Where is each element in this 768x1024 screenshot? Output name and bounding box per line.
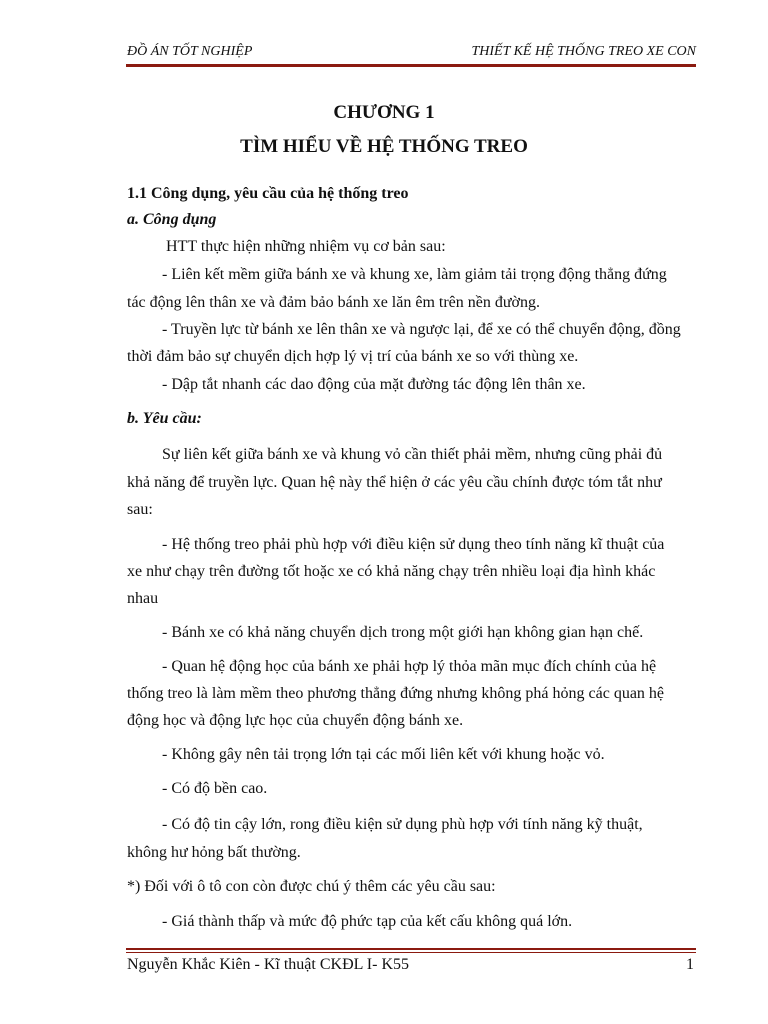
body-line: - Dập tắt nhanh các dao động của mặt đường tác động lên thân xe. (162, 376, 586, 393)
body-line: sau: (127, 501, 153, 518)
page-number: 1 (686, 956, 694, 973)
body-line: tác động lên thân xe và đảm bảo bánh xe lăn êm trên nền đường. (127, 294, 540, 311)
body-line: - Có độ tin cậy lớn, rong điều kiện sử dụng phù hợp với tính năng kỹ thuật, (162, 816, 643, 833)
body-line: HTT thực hiện những nhiệm vụ cơ bản sau: (166, 238, 446, 255)
body-line: - Truyền lực từ bánh xe lên thân xe và ngược lại, để xe có thể chuyển động, đồng (162, 321, 681, 338)
body-line: - Bánh xe có khả năng chuyển dịch trong một giới hạn không gian hạn chế. (162, 624, 644, 641)
section-heading: 1.1 Công dụng, yêu cầu của hệ thống treo (127, 185, 409, 202)
footer-rule-bottom (126, 952, 696, 953)
body-line: nhau (127, 590, 159, 607)
footer-author: Nguyễn Khắc Kiên - Kĩ thuật CKĐL I- K55 (127, 956, 410, 973)
header-left-title: ĐỒ ÁN TỐT NGHIỆP (127, 44, 253, 59)
body-line: không hư hỏng bất thường. (127, 844, 301, 861)
chapter-number: CHƯƠNG 1 (333, 102, 435, 123)
body-line: thống treo là làm mềm theo phương thẳng đứng nhưng không phá hỏng các quan hệ (127, 685, 665, 702)
body-line: xe như chạy trên đường tốt hoặc xe có khả năng chạy trên nhiều loại địa hình khác (127, 563, 656, 580)
body-line: - Hệ thống treo phải phù hợp với điều kiện sử dụng theo tính năng kĩ thuật của (162, 536, 665, 553)
header-rule (126, 64, 696, 67)
footer-rule-top (126, 948, 696, 950)
body-line: - Quan hệ động học của bánh xe phải hợp lý thỏa mãn mục đích chính của hệ (162, 658, 657, 675)
body-line: - Không gây nên tải trọng lớn tại các mối liên kết với khung hoặc vỏ. (162, 746, 605, 763)
body-line: động học và động lực học của chuyển động bánh xe. (127, 712, 464, 729)
body-line: Sự liên kết giữa bánh xe và khung vỏ cần thiết phải mềm, nhưng cũng phải đủ (162, 446, 663, 463)
body-line: thời đảm bảo sự chuyển dịch hợp lý vị trí của bánh xe so với thùng xe. (127, 348, 579, 365)
chapter-title: TÌM HIỂU VỀ HỆ THỐNG TREO (240, 136, 528, 157)
body-line: - Giá thành thấp và mức độ phức tạp của kết cấu không quá lớn. (162, 913, 573, 930)
subsection-a-heading: a. Công dụng (127, 211, 217, 228)
body-line: - Liên kết mềm giữa bánh xe và khung xe, làm giảm tải trọng động thẳng đứng (162, 266, 667, 283)
body-line: khả năng để truyền lực. Quan hệ này thể hiện ở các yêu cầu chính được tóm tắt như (127, 474, 662, 491)
subsection-b-heading: b. Yêu cầu: (127, 410, 202, 427)
header-right-title: THIẾT KẾ HỆ THỐNG TREO XE CON (471, 44, 696, 59)
body-line: *) Đối với ô tô con còn được chú ý thêm các yêu cầu sau: (127, 878, 496, 895)
body-line: - Có độ bền cao. (162, 780, 268, 797)
